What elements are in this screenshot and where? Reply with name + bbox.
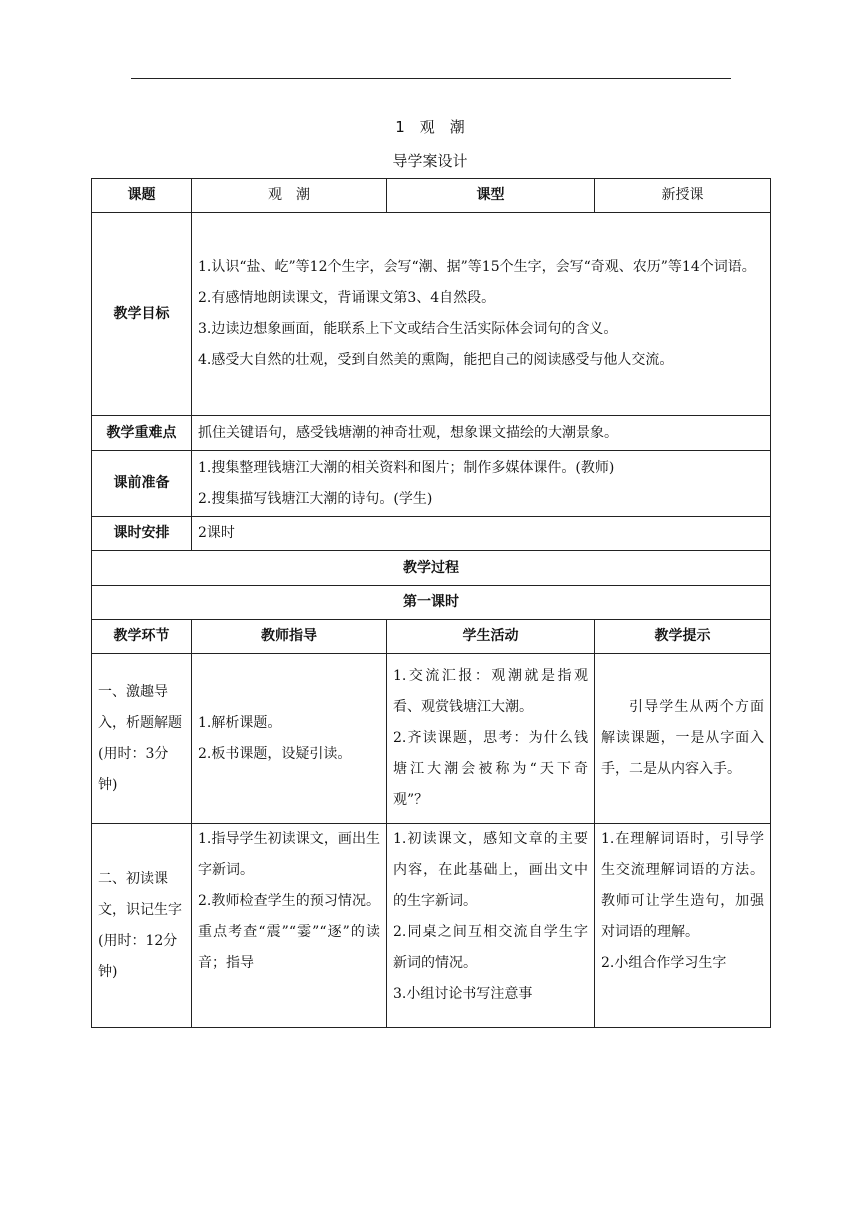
period-row xyxy=(92,586,771,620)
period-title: 第一课时 xyxy=(92,586,771,620)
lesson-plan-table xyxy=(91,178,771,1028)
keypoint-row xyxy=(92,416,771,451)
design-title: 导学案设计 xyxy=(392,152,468,170)
lesson-title: 1 观 潮 xyxy=(395,118,465,136)
tip-item: 引导学生从两个方面解读课题，一是从字面入手，二是从内容入手。 xyxy=(601,699,764,777)
topic-value: 观 潮 xyxy=(192,179,387,213)
student-item: 2.齐读课题，思考：为什么钱塘江大潮会被称为“天下奇观”？ xyxy=(393,730,588,808)
goal-item: 2.有感情地朗读课文，背诵课文第3、4自然段。 xyxy=(198,290,496,306)
goals-row xyxy=(92,213,771,416)
column-header: 教学提示 xyxy=(595,620,771,654)
teacher-item: 2.板书课题，设疑引读。 xyxy=(198,745,352,762)
schedule-row xyxy=(92,517,771,551)
type-label: 课型 xyxy=(387,179,595,213)
student-item: 3.小组讨论书写注意事 xyxy=(393,986,533,1002)
topic-row xyxy=(92,179,771,213)
goals-list xyxy=(192,213,771,416)
student-cell xyxy=(387,654,595,824)
student-item: 2.同桌之间互相交流自学生字新词的情况。 xyxy=(393,924,588,971)
column-header: 教学环节 xyxy=(92,620,192,654)
prep-list xyxy=(192,451,771,517)
column-header: 教师指导 xyxy=(192,620,387,654)
goal-item: 1.认识“盐、屹”等12个生字，会写“潮、据”等15个生字，会写“奇观、农历”等14个词语。 xyxy=(198,259,756,275)
goal-item: 4.感受大自然的壮观，受到自然美的熏陶，能把自己的阅读感受与他人交流。 xyxy=(198,352,674,368)
keypoint-value: 抓住关键语句，感受钱塘潮的神奇壮观，想象课文描绘的大潮景象。 xyxy=(192,416,771,451)
header-rule xyxy=(131,78,731,79)
column-header: 学生活动 xyxy=(387,620,595,654)
tip-item: 1.在理解词语时，引导学生交流理解词语的方法。教师可让学生造句，加强对词语的理解。 xyxy=(601,831,764,940)
prep-label: 课前准备 xyxy=(92,451,192,517)
keypoint-label: 教学重难点 xyxy=(92,416,192,451)
topic-label: 课题 xyxy=(92,179,192,213)
tip-cell xyxy=(595,654,771,824)
stage-cell: 二、初读课文，识记生字(用时：12分钟) xyxy=(92,824,192,1028)
teacher-cell xyxy=(192,824,387,1028)
table-row xyxy=(92,654,771,824)
column-header-row xyxy=(92,620,771,654)
teacher-item: 1.指导学生初读课文，画出生字新词。 xyxy=(198,831,380,878)
student-item: 1.交流汇报：观潮就是指观看、观赏钱塘江大潮。 xyxy=(393,668,588,715)
teacher-item: 2.教师检查学生的预习情况。重点考查“震”“霎”“逐”的读音；指导 xyxy=(198,893,380,971)
type-value: 新授课 xyxy=(595,179,771,213)
student-cell xyxy=(387,824,595,1028)
process-title: 教学过程 xyxy=(92,551,771,586)
teacher-cell xyxy=(192,654,387,824)
tip-cell xyxy=(595,824,771,1028)
stage-cell: 一、激趣导入，析题解题(用时：3分钟) xyxy=(92,654,192,824)
prep-row xyxy=(92,451,771,517)
prep-item: 1.搜集整理钱塘江大潮的相关资料和图片；制作多媒体课件。(教师) xyxy=(198,459,615,476)
goal-item: 3.边读边想象画面，能联系上下文或结合生活实际体会词句的含义。 xyxy=(198,321,618,337)
goals-label: 教学目标 xyxy=(92,213,192,416)
tip-item: 2.小组合作学习生字 xyxy=(601,955,727,971)
schedule-label: 课时安排 xyxy=(92,517,192,551)
student-item: 1.初读课文，感知文章的主要内容，在此基础上，画出文中的生字新词。 xyxy=(393,831,588,909)
process-title-row xyxy=(92,551,771,586)
prep-item: 2.搜集描写钱塘江大潮的诗句。(学生) xyxy=(198,490,433,507)
teacher-item: 1.解析课题。 xyxy=(198,714,282,731)
schedule-value: 2课时 xyxy=(192,517,771,551)
table-row xyxy=(92,824,771,1028)
